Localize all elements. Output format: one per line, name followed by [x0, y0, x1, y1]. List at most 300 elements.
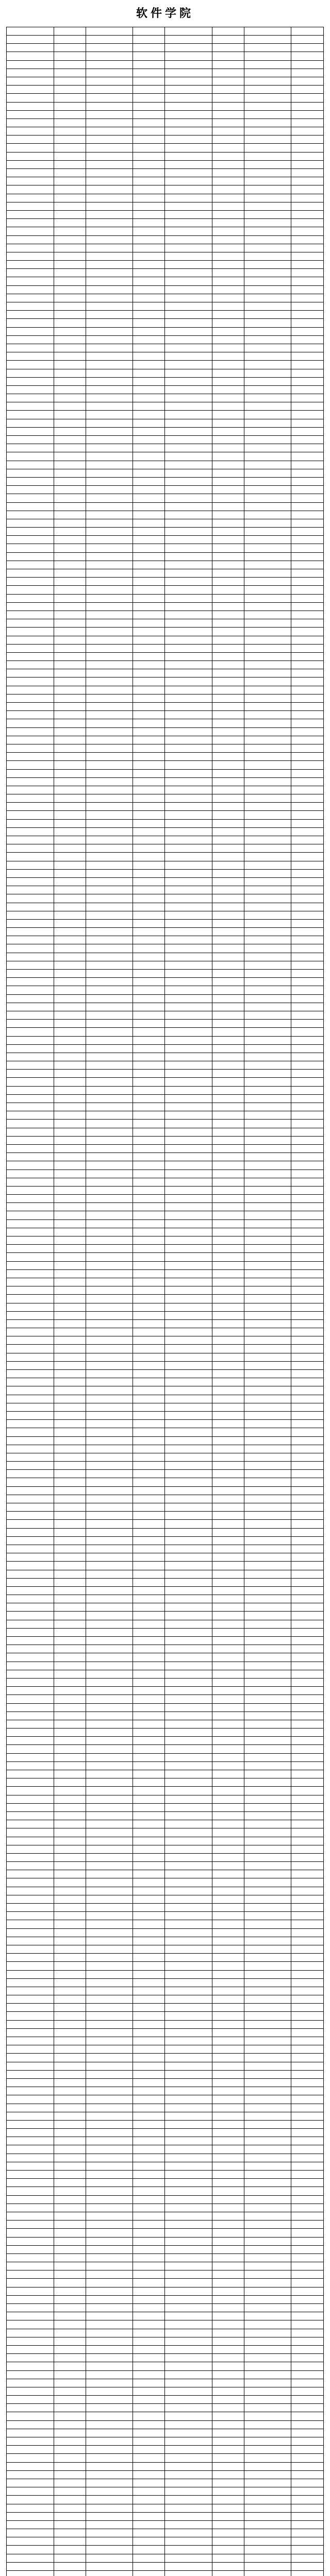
table-row	[7, 328, 323, 336]
student-id-cell	[86, 703, 134, 710]
student-id-cell	[7, 2371, 54, 2379]
student-id-cell	[165, 1612, 212, 1619]
student-name-cell	[133, 711, 165, 719]
student-id-cell	[165, 1470, 212, 1478]
table-row	[7, 1103, 323, 1111]
student-id-cell	[165, 2312, 212, 2320]
student-id-cell	[7, 1328, 54, 1336]
student-name-cell	[54, 786, 86, 794]
student-name-cell	[291, 469, 323, 477]
student-id-cell	[165, 2087, 212, 2095]
student-id-cell	[86, 461, 134, 469]
student-name-cell	[212, 2479, 244, 2487]
student-id-cell	[244, 753, 292, 760]
student-name-cell	[212, 1695, 244, 1703]
student-id-cell	[244, 1003, 292, 1011]
student-name-cell	[291, 386, 323, 394]
student-id-cell	[7, 2204, 54, 2212]
table-row	[7, 703, 323, 711]
table-row	[7, 1862, 323, 1870]
student-id-cell	[86, 302, 134, 310]
student-id-cell	[165, 2412, 212, 2420]
student-name-cell	[133, 1670, 165, 1678]
student-id-cell	[7, 2212, 54, 2220]
student-name-cell	[54, 1028, 86, 1036]
student-name-cell	[212, 2563, 244, 2570]
student-id-cell	[86, 1929, 134, 1937]
student-id-cell	[86, 911, 134, 919]
table-row	[7, 436, 323, 444]
student-name-cell	[133, 1629, 165, 1636]
student-name-cell	[291, 894, 323, 902]
student-id-cell	[244, 2296, 292, 2303]
table-row	[7, 1587, 323, 1595]
student-id-cell	[244, 1495, 292, 1503]
table-row	[7, 219, 323, 227]
student-name-cell	[133, 719, 165, 727]
student-id-cell	[244, 836, 292, 844]
student-name-cell	[133, 1537, 165, 1545]
table-row	[7, 511, 323, 519]
student-id-cell	[244, 2221, 292, 2228]
student-id-cell	[7, 586, 54, 594]
student-id-cell	[165, 2513, 212, 2520]
student-id-cell	[86, 578, 134, 585]
student-id-cell	[244, 1295, 292, 1302]
student-id-cell	[86, 411, 134, 418]
table-row	[7, 820, 323, 828]
student-name-cell	[212, 1553, 244, 1561]
student-id-cell	[244, 328, 292, 335]
student-id-cell	[244, 1328, 292, 1336]
student-id-cell	[244, 1037, 292, 1044]
student-name-cell	[54, 2396, 86, 2403]
student-name-cell	[291, 1003, 323, 1011]
table-row	[7, 302, 323, 311]
student-id-cell	[165, 2062, 212, 2070]
student-id-cell	[7, 2396, 54, 2403]
student-id-cell	[165, 1228, 212, 1236]
student-name-cell	[54, 1378, 86, 1386]
student-name-cell	[212, 878, 244, 886]
student-name-cell	[54, 1478, 86, 1486]
student-id-cell	[86, 2446, 134, 2453]
student-name-cell	[212, 636, 244, 644]
student-name-cell	[291, 1728, 323, 1736]
student-id-cell	[165, 2471, 212, 2479]
student-name-cell	[291, 770, 323, 777]
student-name-cell	[291, 1670, 323, 1678]
student-name-cell	[133, 411, 165, 418]
student-id-cell	[165, 2346, 212, 2353]
student-name-cell	[133, 152, 165, 160]
student-name-cell	[133, 636, 165, 644]
student-id-cell	[7, 111, 54, 118]
student-id-cell	[86, 2287, 134, 2295]
student-id-cell	[86, 1987, 134, 1995]
table-row	[7, 2296, 323, 2304]
student-name-cell	[133, 2079, 165, 2087]
table-row	[7, 36, 323, 44]
student-name-cell	[133, 2254, 165, 2262]
student-id-cell	[165, 1712, 212, 1720]
student-id-cell	[244, 1895, 292, 1903]
student-name-cell	[291, 2537, 323, 2545]
student-name-cell	[54, 1045, 86, 1053]
student-name-cell	[291, 986, 323, 994]
student-id-cell	[86, 561, 134, 569]
student-id-cell	[7, 761, 54, 769]
student-id-cell	[86, 803, 134, 810]
table-row	[7, 544, 323, 552]
student-id-cell	[244, 2062, 292, 2070]
student-name-cell	[54, 1904, 86, 1911]
student-name-cell	[133, 619, 165, 627]
student-id-cell	[165, 603, 212, 611]
student-id-cell	[86, 903, 134, 911]
student-id-cell	[165, 1061, 212, 1069]
student-id-cell	[7, 2437, 54, 2445]
table-row	[7, 1037, 323, 1045]
student-name-cell	[54, 1612, 86, 1619]
student-name-cell	[133, 1620, 165, 1628]
student-id-cell	[7, 978, 54, 986]
student-name-cell	[212, 928, 244, 936]
table-row	[7, 2463, 323, 2471]
table-row	[7, 2546, 323, 2554]
student-id-cell	[165, 2012, 212, 2020]
student-id-cell	[86, 2546, 134, 2553]
student-id-cell	[86, 2071, 134, 2078]
student-name-cell	[54, 2546, 86, 2553]
student-name-cell	[54, 1995, 86, 2003]
student-name-cell	[133, 1278, 165, 1286]
student-name-cell	[291, 94, 323, 101]
student-id-cell	[244, 686, 292, 694]
student-id-cell	[165, 1453, 212, 1461]
student-name-cell	[291, 2054, 323, 2061]
student-id-cell	[7, 2062, 54, 2070]
student-name-cell	[54, 2162, 86, 2170]
student-id-cell	[244, 202, 292, 210]
student-name-cell	[212, 269, 244, 277]
student-id-cell	[86, 1670, 134, 1678]
student-id-cell	[86, 1003, 134, 1011]
student-name-cell	[291, 1595, 323, 1603]
student-id-cell	[244, 811, 292, 819]
table-row	[7, 1929, 323, 1937]
student-id-cell	[7, 1336, 54, 1344]
student-name-cell	[54, 1737, 86, 1744]
student-id-cell	[86, 1887, 134, 1895]
student-name-cell	[291, 1078, 323, 1086]
student-id-cell	[165, 744, 212, 752]
student-name-cell	[291, 1971, 323, 1978]
student-id-cell	[86, 2404, 134, 2412]
student-name-cell	[212, 2029, 244, 2037]
student-id-cell	[7, 1178, 54, 1186]
student-id-cell	[165, 269, 212, 277]
student-id-cell	[244, 628, 292, 635]
student-name-cell	[54, 928, 86, 936]
student-name-cell	[212, 1995, 244, 2003]
student-id-cell	[7, 944, 54, 952]
student-id-cell	[7, 261, 54, 268]
student-id-cell	[86, 2537, 134, 2545]
table-row	[7, 1937, 323, 1945]
student-id-cell	[86, 645, 134, 652]
student-name-cell	[54, 2079, 86, 2087]
table-row	[7, 1662, 323, 1670]
student-name-cell	[291, 277, 323, 285]
student-id-cell	[86, 2129, 134, 2137]
student-name-cell	[291, 2187, 323, 2195]
student-id-cell	[7, 1011, 54, 1019]
student-id-cell	[7, 2513, 54, 2520]
table-row	[7, 2270, 323, 2279]
student-name-cell	[133, 2121, 165, 2128]
student-id-cell	[165, 2112, 212, 2120]
student-id-cell	[86, 103, 134, 110]
student-name-cell	[212, 294, 244, 302]
table-row	[7, 2145, 323, 2154]
student-name-cell	[212, 711, 244, 719]
student-id-cell	[7, 811, 54, 819]
student-name-cell	[291, 36, 323, 43]
student-id-cell	[7, 1745, 54, 1753]
table-row	[7, 1887, 323, 1895]
table-row	[7, 2346, 323, 2354]
student-id-cell	[165, 1845, 212, 1853]
student-id-cell	[165, 1679, 212, 1686]
student-id-cell	[7, 77, 54, 85]
student-id-cell	[244, 319, 292, 327]
student-name-cell	[212, 469, 244, 477]
student-name-cell	[291, 52, 323, 60]
student-id-cell	[165, 2529, 212, 2537]
student-name-cell	[291, 669, 323, 677]
student-id-cell	[244, 1620, 292, 1628]
student-name-cell	[291, 1395, 323, 1403]
student-name-cell	[291, 603, 323, 611]
student-id-cell	[165, 119, 212, 127]
student-id-cell	[7, 286, 54, 294]
student-id-cell	[165, 1020, 212, 1027]
table-row	[7, 252, 323, 261]
student-name-cell	[133, 2262, 165, 2270]
student-name-cell	[212, 2145, 244, 2153]
student-name-cell	[133, 1128, 165, 1136]
student-name-cell	[54, 2304, 86, 2312]
table-row	[7, 1612, 323, 1620]
student-id-cell	[165, 1828, 212, 1836]
student-id-cell	[86, 1545, 134, 1553]
student-name-cell	[133, 219, 165, 227]
table-row	[7, 661, 323, 669]
student-id-cell	[7, 2079, 54, 2087]
student-id-cell	[7, 69, 54, 77]
student-id-cell	[244, 1862, 292, 1870]
student-name-cell	[212, 478, 244, 485]
student-id-cell	[86, 2121, 134, 2128]
student-id-cell	[86, 111, 134, 118]
table-row	[7, 244, 323, 252]
student-id-cell	[86, 811, 134, 819]
student-name-cell	[212, 1762, 244, 1770]
student-id-cell	[86, 1420, 134, 1428]
student-name-cell	[133, 236, 165, 244]
student-id-cell	[7, 544, 54, 552]
student-id-cell	[86, 1253, 134, 1261]
student-name-cell	[54, 2504, 86, 2512]
table-row	[7, 2404, 323, 2412]
student-name-cell	[212, 1537, 244, 1545]
student-id-cell	[86, 1403, 134, 1411]
student-id-cell	[244, 2320, 292, 2328]
student-id-cell	[244, 177, 292, 185]
student-id-cell	[7, 52, 54, 60]
student-id-cell	[7, 211, 54, 218]
student-id-cell	[7, 1412, 54, 1419]
student-id-cell	[165, 578, 212, 585]
student-id-cell	[86, 1804, 134, 1811]
student-id-cell	[244, 1420, 292, 1428]
student-id-cell	[86, 1587, 134, 1595]
student-name-cell	[54, 1020, 86, 1027]
student-id-cell	[165, 2362, 212, 2370]
student-id-cell	[165, 561, 212, 569]
student-name-cell	[212, 1478, 244, 1486]
table-row	[7, 2129, 323, 2137]
table-row	[7, 1478, 323, 1486]
student-name-cell	[54, 2454, 86, 2462]
student-name-cell	[212, 394, 244, 402]
student-id-cell	[7, 1679, 54, 1686]
student-name-cell	[133, 252, 165, 260]
table-row	[7, 1720, 323, 1728]
table-row	[7, 1762, 323, 1770]
student-name-cell	[212, 2129, 244, 2137]
table-row	[7, 928, 323, 936]
student-name-cell	[54, 44, 86, 52]
student-name-cell	[133, 2104, 165, 2112]
student-id-cell	[165, 402, 212, 410]
student-id-cell	[86, 1170, 134, 1178]
student-id-cell	[244, 169, 292, 177]
student-id-cell	[165, 211, 212, 218]
student-id-cell	[165, 127, 212, 135]
student-name-cell	[291, 1787, 323, 1794]
student-id-cell	[165, 86, 212, 93]
student-id-cell	[165, 870, 212, 877]
table-row	[7, 1328, 323, 1336]
student-id-cell	[86, 1153, 134, 1161]
student-name-cell	[212, 686, 244, 694]
student-name-cell	[291, 2446, 323, 2453]
student-name-cell	[212, 736, 244, 744]
student-id-cell	[86, 1412, 134, 1419]
student-name-cell	[291, 2513, 323, 2520]
student-name-cell	[54, 478, 86, 485]
student-name-cell	[133, 202, 165, 210]
student-id-cell	[165, 1011, 212, 1019]
table-row	[7, 2121, 323, 2129]
student-name-cell	[54, 1145, 86, 1153]
student-name-cell	[212, 703, 244, 710]
student-id-cell	[86, 1979, 134, 1987]
student-name-cell	[54, 194, 86, 202]
student-name-cell	[133, 1145, 165, 1153]
student-name-cell	[133, 1362, 165, 1369]
student-id-cell	[244, 1078, 292, 1086]
student-name-cell	[291, 578, 323, 585]
student-name-cell	[133, 586, 165, 594]
student-name-cell	[133, 2537, 165, 2545]
table-row	[7, 920, 323, 928]
student-id-cell	[86, 1220, 134, 1228]
table-row	[7, 336, 323, 344]
student-id-cell	[244, 603, 292, 611]
student-name-cell	[212, 1345, 244, 1352]
student-id-cell	[86, 402, 134, 410]
student-name-cell	[54, 1870, 86, 1878]
student-id-cell	[244, 2121, 292, 2128]
student-id-cell	[86, 152, 134, 160]
student-name-cell	[291, 1111, 323, 1119]
table-row	[7, 2045, 323, 2054]
student-id-cell	[244, 920, 292, 927]
student-id-cell	[86, 394, 134, 402]
student-id-cell	[165, 1286, 212, 1294]
student-name-cell	[133, 1028, 165, 1036]
student-id-cell	[7, 2446, 54, 2453]
student-name-cell	[54, 944, 86, 952]
student-name-cell	[54, 1228, 86, 1236]
student-name-cell	[212, 1095, 244, 1103]
student-name-cell	[54, 1720, 86, 1728]
student-id-cell	[165, 1570, 212, 1578]
table-row	[7, 236, 323, 244]
student-id-cell	[165, 811, 212, 819]
student-name-cell	[291, 2396, 323, 2403]
student-name-cell	[133, 135, 165, 143]
student-name-cell	[291, 511, 323, 519]
student-id-cell	[244, 2095, 292, 2103]
student-name-cell	[54, 1253, 86, 1261]
student-name-cell	[133, 1945, 165, 1953]
table-row	[7, 1228, 323, 1236]
student-id-cell	[86, 1653, 134, 1661]
student-name-cell	[133, 2162, 165, 2170]
student-name-cell	[133, 1295, 165, 1302]
student-name-cell	[212, 2045, 244, 2053]
student-name-cell	[212, 1045, 244, 1053]
student-id-cell	[244, 1487, 292, 1495]
student-id-cell	[86, 244, 134, 252]
student-id-cell	[7, 2012, 54, 2020]
table-row	[7, 1220, 323, 1228]
student-id-cell	[86, 2154, 134, 2162]
student-name-cell	[54, 1236, 86, 1244]
student-id-cell	[165, 1253, 212, 1261]
student-name-cell	[54, 1353, 86, 1361]
student-name-cell	[212, 786, 244, 794]
student-name-cell	[133, 1570, 165, 1578]
student-id-cell	[244, 2554, 292, 2562]
student-name-cell	[54, 1579, 86, 1586]
student-id-cell	[86, 1603, 134, 1611]
student-name-cell	[54, 411, 86, 418]
